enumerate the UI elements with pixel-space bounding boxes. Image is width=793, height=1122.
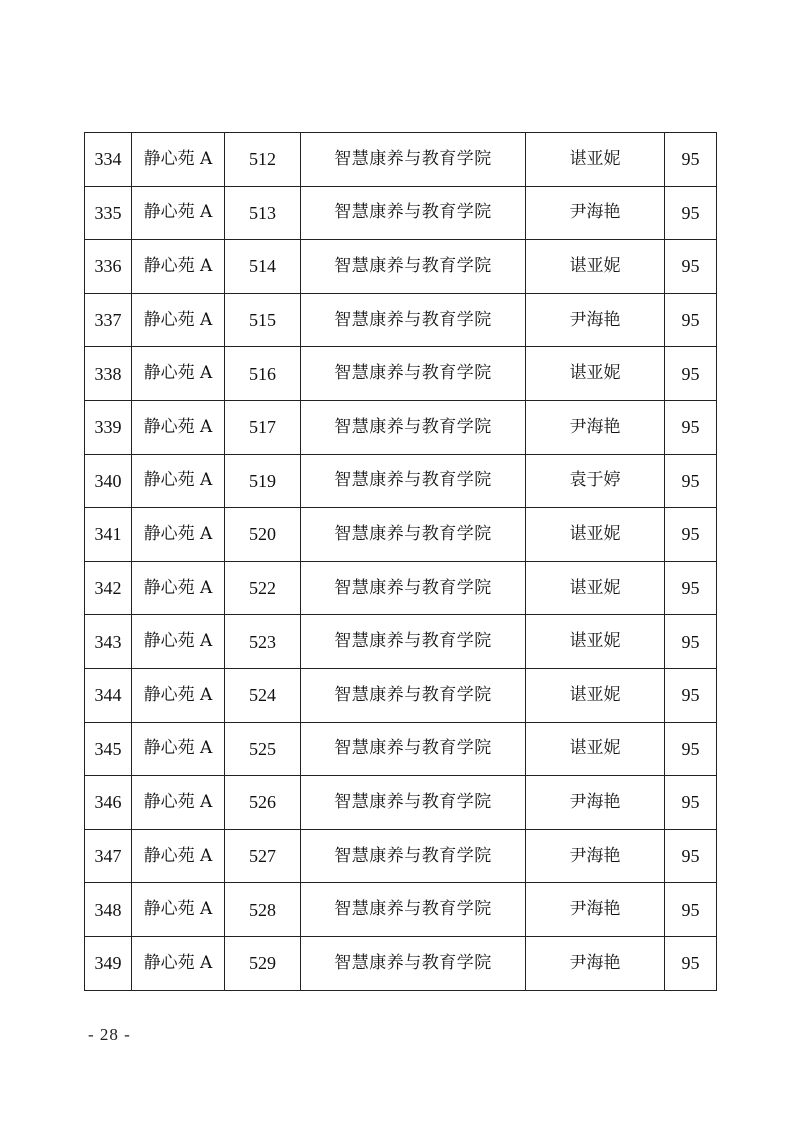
row-number-cell: 341: [85, 508, 132, 562]
score-cell: 95: [665, 936, 717, 990]
room-cell: 529: [225, 936, 301, 990]
row-number-cell: 343: [85, 615, 132, 669]
table-row: [85, 936, 717, 990]
building-cell: 静心苑 A: [132, 133, 225, 187]
counselor-cell: 尹海艳: [526, 776, 665, 830]
row-number-cell: 336: [85, 240, 132, 294]
college-cell: 智慧康养与教育学院: [301, 722, 526, 776]
score-cell: 95: [665, 668, 717, 722]
building-cell: 静心苑 A: [132, 508, 225, 562]
row-number-cell: 338: [85, 347, 132, 401]
counselor-cell: 袁于婷: [526, 454, 665, 508]
room-cell: 516: [225, 347, 301, 401]
room-cell: 525: [225, 722, 301, 776]
score-cell: 95: [665, 615, 717, 669]
counselor-cell: 尹海艳: [526, 186, 665, 240]
building-cell: 静心苑 A: [132, 936, 225, 990]
table-row: [85, 561, 717, 615]
building-cell: 静心苑 A: [132, 722, 225, 776]
score-cell: 95: [665, 347, 717, 401]
building-cell: 静心苑 A: [132, 615, 225, 669]
score-cell: 95: [665, 829, 717, 883]
score-cell: 95: [665, 400, 717, 454]
table-row: [85, 454, 717, 508]
counselor-cell: 谌亚妮: [526, 508, 665, 562]
table-row: [85, 722, 717, 776]
score-cell: 95: [665, 186, 717, 240]
table-row: [85, 186, 717, 240]
building-cell: 静心苑 A: [132, 454, 225, 508]
room-cell: 519: [225, 454, 301, 508]
table-body: [85, 133, 717, 991]
table-row: [85, 508, 717, 562]
college-cell: 智慧康养与教育学院: [301, 240, 526, 294]
table-row: [85, 400, 717, 454]
table-row: [85, 776, 717, 830]
room-cell: 522: [225, 561, 301, 615]
room-cell: 527: [225, 829, 301, 883]
building-cell: 静心苑 A: [132, 561, 225, 615]
dormitory-score-table: [84, 132, 717, 991]
row-number-cell: 346: [85, 776, 132, 830]
room-cell: 517: [225, 400, 301, 454]
room-cell: 524: [225, 668, 301, 722]
counselor-cell: 尹海艳: [526, 293, 665, 347]
table-row: [85, 668, 717, 722]
room-cell: 515: [225, 293, 301, 347]
row-number-cell: 335: [85, 186, 132, 240]
building-cell: 静心苑 A: [132, 883, 225, 937]
table-row: [85, 615, 717, 669]
building-cell: 静心苑 A: [132, 293, 225, 347]
college-cell: 智慧康养与教育学院: [301, 347, 526, 401]
table-row: [85, 829, 717, 883]
building-cell: 静心苑 A: [132, 776, 225, 830]
row-number-cell: 348: [85, 883, 132, 937]
table-row: [85, 133, 717, 187]
college-cell: 智慧康养与教育学院: [301, 133, 526, 187]
room-cell: 528: [225, 883, 301, 937]
counselor-cell: 谌亚妮: [526, 347, 665, 401]
room-cell: 520: [225, 508, 301, 562]
building-cell: 静心苑 A: [132, 240, 225, 294]
counselor-cell: 谌亚妮: [526, 240, 665, 294]
college-cell: 智慧康养与教育学院: [301, 293, 526, 347]
page-number: - 28 -: [88, 1025, 131, 1044]
row-number-cell: 340: [85, 454, 132, 508]
score-cell: 95: [665, 293, 717, 347]
score-cell: 95: [665, 240, 717, 294]
counselor-cell: 谌亚妮: [526, 722, 665, 776]
score-cell: 95: [665, 508, 717, 562]
score-cell: 95: [665, 454, 717, 508]
college-cell: 智慧康养与教育学院: [301, 561, 526, 615]
counselor-cell: 谌亚妮: [526, 561, 665, 615]
building-cell: 静心苑 A: [132, 347, 225, 401]
building-cell: 静心苑 A: [132, 668, 225, 722]
row-number-cell: 345: [85, 722, 132, 776]
college-cell: 智慧康养与教育学院: [301, 508, 526, 562]
building-cell: 静心苑 A: [132, 400, 225, 454]
table-row: [85, 883, 717, 937]
row-number-cell: 344: [85, 668, 132, 722]
college-cell: 智慧康养与教育学院: [301, 615, 526, 669]
room-cell: 513: [225, 186, 301, 240]
building-cell: 静心苑 A: [132, 186, 225, 240]
row-number-cell: 347: [85, 829, 132, 883]
table-row: [85, 293, 717, 347]
counselor-cell: 谌亚妮: [526, 133, 665, 187]
room-cell: 512: [225, 133, 301, 187]
score-cell: 95: [665, 722, 717, 776]
college-cell: 智慧康养与教育学院: [301, 454, 526, 508]
college-cell: 智慧康养与教育学院: [301, 400, 526, 454]
college-cell: 智慧康养与教育学院: [301, 936, 526, 990]
college-cell: 智慧康养与教育学院: [301, 883, 526, 937]
room-cell: 526: [225, 776, 301, 830]
building-cell: 静心苑 A: [132, 829, 225, 883]
counselor-cell: 尹海艳: [526, 400, 665, 454]
counselor-cell: 尹海艳: [526, 883, 665, 937]
row-number-cell: 337: [85, 293, 132, 347]
college-cell: 智慧康养与教育学院: [301, 776, 526, 830]
college-cell: 智慧康养与教育学院: [301, 829, 526, 883]
score-cell: 95: [665, 133, 717, 187]
row-number-cell: 349: [85, 936, 132, 990]
counselor-cell: 尹海艳: [526, 936, 665, 990]
room-cell: 514: [225, 240, 301, 294]
college-cell: 智慧康养与教育学院: [301, 186, 526, 240]
table-row: [85, 240, 717, 294]
college-cell: 智慧康养与教育学院: [301, 668, 526, 722]
table-row: [85, 347, 717, 401]
counselor-cell: 谌亚妮: [526, 668, 665, 722]
score-cell: 95: [665, 776, 717, 830]
counselor-cell: 谌亚妮: [526, 615, 665, 669]
score-cell: 95: [665, 561, 717, 615]
row-number-cell: 339: [85, 400, 132, 454]
counselor-cell: 尹海艳: [526, 829, 665, 883]
row-number-cell: 334: [85, 133, 132, 187]
room-cell: 523: [225, 615, 301, 669]
row-number-cell: 342: [85, 561, 132, 615]
score-cell: 95: [665, 883, 717, 937]
